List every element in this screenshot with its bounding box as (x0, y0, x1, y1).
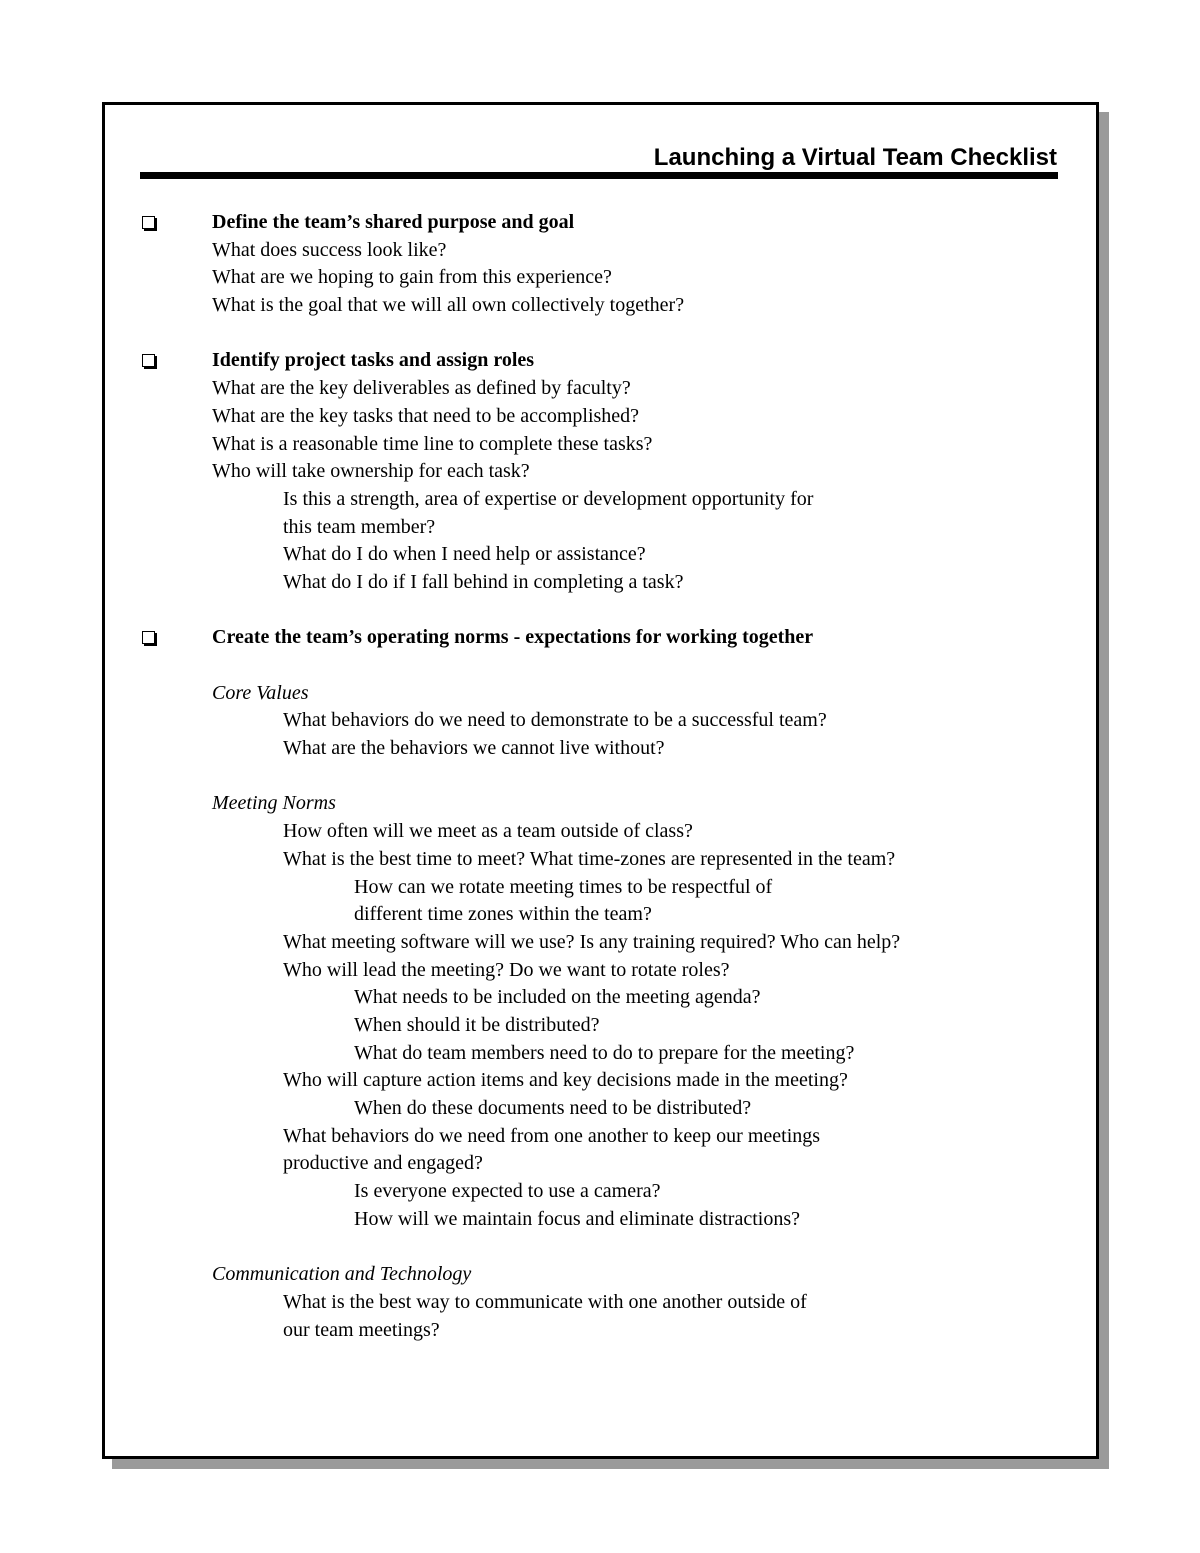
sub-question: What do I do if I fall behind in completing a task? (283, 570, 684, 593)
sub-question: Is this a strength, area of expertise or development opportunity for (283, 487, 814, 510)
checkbox-icon[interactable] (142, 354, 155, 367)
question: What is the goal that we will all own collectively together? (212, 294, 685, 317)
sub-question: this team member? (283, 515, 436, 538)
sub-question: What behaviors do we need from one another to keep our meetings (283, 1124, 821, 1147)
sub-question: our team meetings? (283, 1318, 440, 1341)
sub-sub-question: How can we rotate meeting times to be respectful of (354, 875, 773, 898)
checklist-item-tasks (0, 347, 1200, 375)
checklist-item-purpose (0, 209, 1200, 237)
item-heading: Create the team’s operating norms - expectations for working together (212, 626, 814, 649)
sub-question: What behaviors do we need to demonstrate to be a successful team? (283, 709, 827, 732)
sub-sub-question: Is everyone expected to use a camera? (354, 1180, 661, 1203)
sub-sub-question: What needs to be included on the meeting agenda? (354, 986, 761, 1009)
sub-sub-question: When should it be distributed? (354, 1013, 600, 1036)
sub-sub-question: different time zones within the team? (354, 903, 652, 926)
item-heading: Define the team’s shared purpose and goal (212, 211, 575, 233)
sub-question: What meeting software will we use? Is any training required? Who can help? (283, 930, 901, 953)
subsection-label: Core Values (212, 681, 309, 704)
question: What are we hoping to gain from this experience? (212, 266, 612, 289)
checklist-item-norms (0, 624, 1200, 652)
sub-question: What is the best way to communicate with one another outside of (283, 1290, 807, 1313)
checkbox-icon[interactable] (142, 216, 155, 229)
checkbox-icon[interactable] (142, 631, 155, 644)
question: What are the key tasks that need to be accomplished? (212, 404, 640, 427)
title-rule (140, 172, 1058, 179)
sub-question: What are the behaviors we cannot live without? (283, 737, 665, 760)
sub-question: What do I do when I need help or assistance? (283, 543, 646, 566)
item-heading: Identify project tasks and assign roles (212, 349, 535, 372)
sub-sub-question: When do these documents need to be distributed? (354, 1097, 752, 1119)
sub-question: How often will we meet as a team outside of class? (283, 820, 693, 843)
subsection-label: Communication and Technology (212, 1263, 472, 1286)
subsection-label: Meeting Norms (212, 792, 336, 815)
sub-question: What is the best time to meet? What time-zones are represented in the team? (283, 847, 896, 870)
sub-question: Who will capture action items and key decisions made in the meeting? (283, 1069, 848, 1092)
checklist (0, 209, 1200, 1344)
question: What does success look like? (212, 238, 447, 261)
sub-question: productive and engaged? (283, 1152, 483, 1175)
question: What are the key deliverables as defined by faculty? (212, 377, 631, 400)
sub-question: Who will lead the meeting? Do we want to rotate roles? (283, 958, 730, 981)
question: What is a reasonable time line to complete these tasks? (212, 432, 653, 455)
question: Who will take ownership for each task? (212, 460, 530, 483)
sub-sub-question: What do team members need to do to prepare for the meeting? (354, 1041, 855, 1064)
sub-sub-question: How will we maintain focus and eliminate distractions? (354, 1207, 800, 1230)
page-title: Launching a Virtual Team Checklist (653, 144, 1057, 171)
